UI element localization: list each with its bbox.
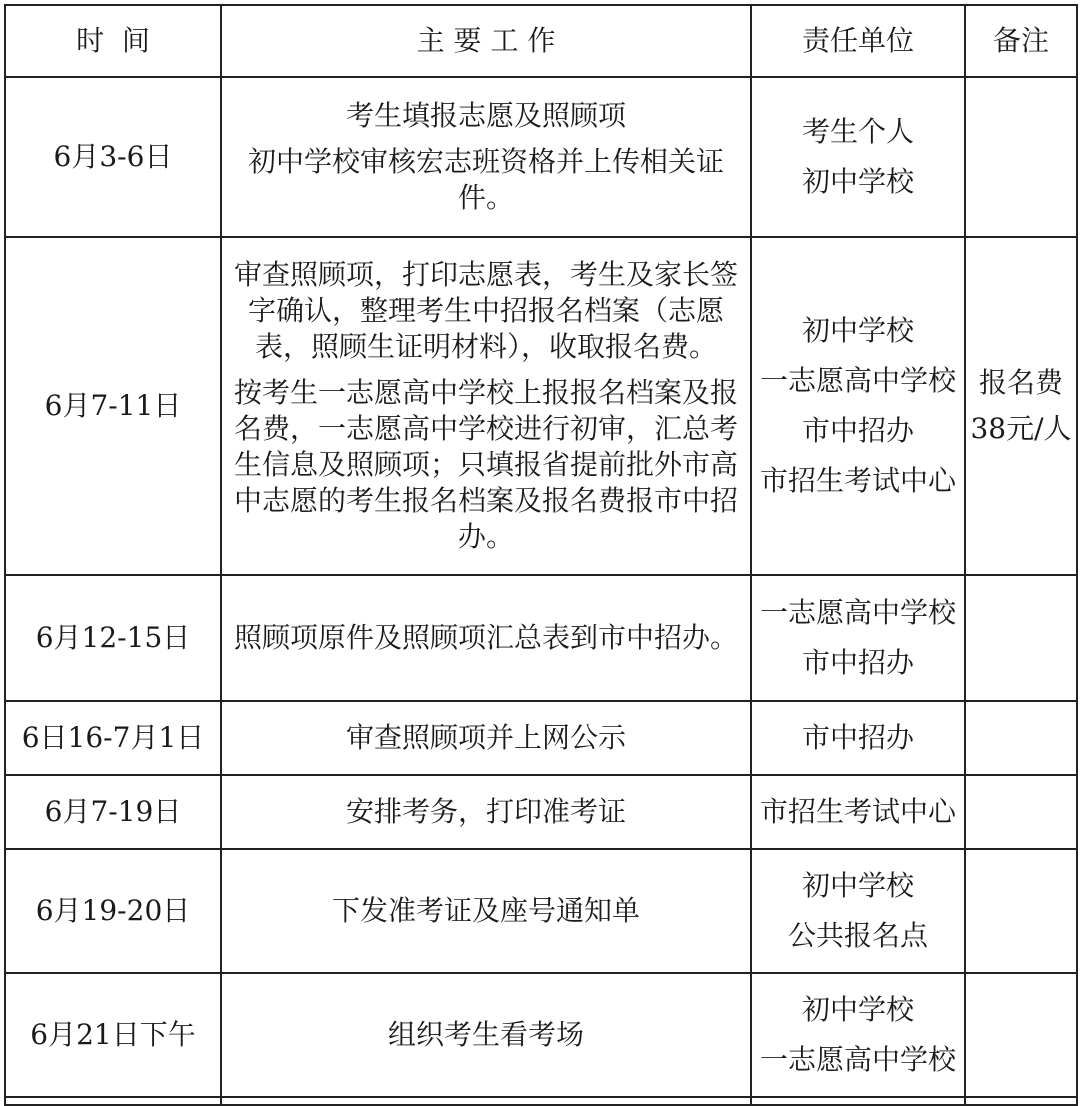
time-cell: 6月3-6日 xyxy=(5,77,221,237)
table-row xyxy=(5,575,1077,701)
header-work: 主 要 工 作 xyxy=(221,5,751,77)
note-cell xyxy=(965,77,1077,237)
time-cell: 6月12-15日 xyxy=(5,575,221,701)
work-item: 初中学校审核宏志班资格并上传相关证件。 xyxy=(247,145,724,214)
schedule-table xyxy=(4,4,1078,1106)
time-cell: 6月21日下午 xyxy=(5,973,221,1097)
time-cell: 6日16-7月1日 xyxy=(5,701,221,775)
note-cell xyxy=(965,973,1077,1097)
work-item: 考生填报志愿及照顾项 xyxy=(345,99,626,132)
unit-item: 市中招办 xyxy=(801,414,914,447)
header-unit: 责任单位 xyxy=(751,5,965,77)
header-time: 时 间 xyxy=(5,5,221,77)
work-cell xyxy=(221,77,751,237)
unit-cell xyxy=(751,237,965,575)
work-cell xyxy=(221,701,751,775)
unit-item: 市招生考试中心 xyxy=(759,795,956,828)
work-item: 组织考生看考场 xyxy=(387,1018,584,1051)
time-cell: 6月7-19日 xyxy=(5,775,221,849)
work-cell xyxy=(221,575,751,701)
unit-item: 初中学校 xyxy=(801,993,914,1026)
unit-item: 市中招办 xyxy=(801,646,914,679)
unit-item: 初中学校 xyxy=(801,314,914,347)
note-item: 报名费 xyxy=(978,366,1063,399)
unit-cell xyxy=(751,775,965,849)
unit-item: 初中学校 xyxy=(801,869,914,902)
work-cell xyxy=(221,849,751,973)
unit-item: 初中学校 xyxy=(801,165,914,198)
work-cell xyxy=(221,775,751,849)
unit-item: 一志愿高中学校 xyxy=(759,364,956,397)
unit-item: 一志愿高中学校 xyxy=(759,596,956,629)
note-item: 38元/人 xyxy=(970,412,1072,445)
note-cell xyxy=(965,237,1077,575)
unit-cell xyxy=(751,973,965,1097)
table-row-cutoff xyxy=(5,1097,1077,1105)
work-item: 照顾项原件及照顾项汇总表到市中招办。 xyxy=(233,621,738,654)
work-item: 安排考务，打印准考证 xyxy=(345,795,626,828)
table-row xyxy=(5,973,1077,1097)
unit-item: 市招生考试中心 xyxy=(759,464,956,497)
work-item: 按考生一志愿高中学校上报报名档案及报名费，一志愿高中学校进行初审，汇总考生信息及照顾项；只填报省提前批外市高中志愿的考生报名档案及报名费报市中招办。 xyxy=(233,376,738,553)
note-cell xyxy=(965,575,1077,701)
header-note: 备注 xyxy=(965,5,1077,77)
time-cell: 6月19-20日 xyxy=(5,849,221,973)
note-cell xyxy=(965,701,1077,775)
unit-item: 公共报名点 xyxy=(787,919,928,952)
unit-cell xyxy=(751,701,965,775)
unit-item: 一志愿高中学校 xyxy=(759,1043,956,1076)
note-cell xyxy=(965,849,1077,973)
table-row xyxy=(5,775,1077,849)
unit-cell xyxy=(751,575,965,701)
work-cell xyxy=(221,237,751,575)
unit-item: 考生个人 xyxy=(801,115,914,148)
table-row xyxy=(5,237,1077,575)
work-item: 下发准考证及座号通知单 xyxy=(331,894,640,927)
time-cell: 6月7-11日 xyxy=(5,237,221,575)
table-row xyxy=(5,849,1077,973)
table-header-row xyxy=(5,5,1077,77)
unit-item: 市中招办 xyxy=(801,721,914,754)
table-row xyxy=(5,701,1077,775)
work-cell xyxy=(221,973,751,1097)
work-item: 审查照顾项，打印志愿表，考生及家长签字确认，整理考生中招报名档案（志愿表，照顾生证明材料），收取报名费。 xyxy=(233,258,738,363)
work-item: 审查照顾项并上网公示 xyxy=(345,721,626,754)
table-row xyxy=(5,77,1077,237)
unit-cell xyxy=(751,849,965,973)
unit-cell xyxy=(751,77,965,237)
note-cell xyxy=(965,775,1077,849)
